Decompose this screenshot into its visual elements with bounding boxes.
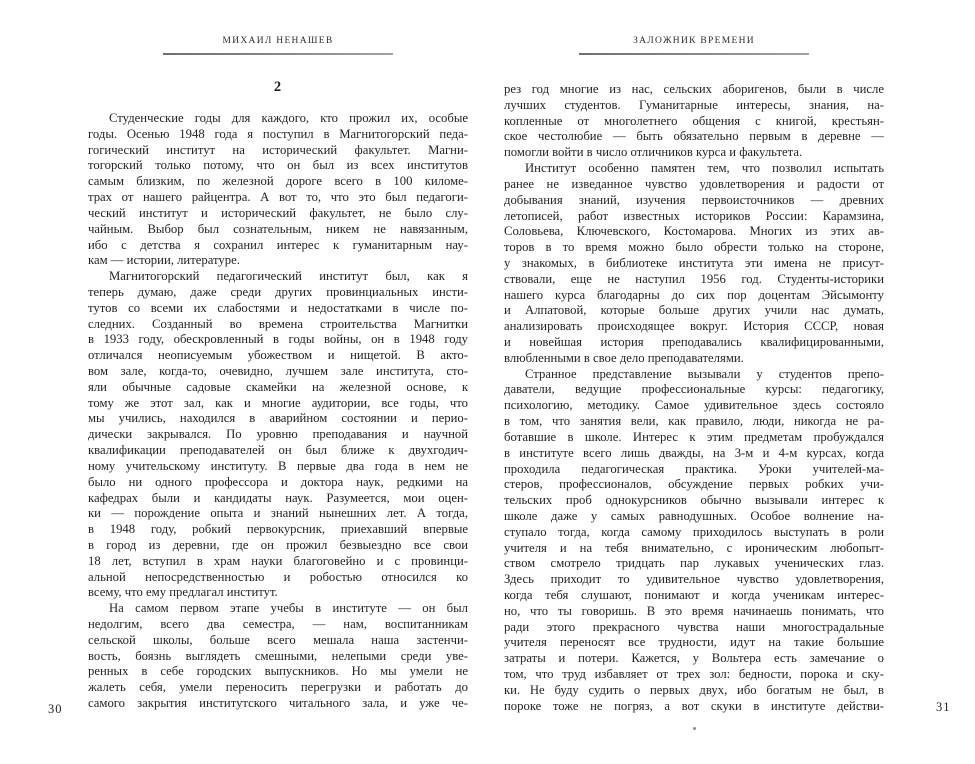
text-line: Студенческие годы для каждого, кто прожил их, особые [109, 111, 468, 125]
text-line: Институт особенно памятен тем, что позволил испытать [525, 161, 884, 176]
text-line: было ни одного профессора и доктора наук, редкими на [88, 474, 468, 489]
text-line: ному учительскому институту. В первые два года в нем не [88, 458, 468, 473]
text-line: но, что ты говоришь. В это время начинаешь понимать, что [504, 603, 884, 618]
text-line: копленные от многолетнего общения с книгой, крестьян- [504, 113, 884, 128]
header-rule [579, 53, 809, 55]
text-line: отличался неописуемым убожеством и нищетой. В акто- [88, 348, 468, 363]
text-line: помогли войти в число отличников курса и факультета. [504, 145, 803, 160]
text-line: квалификации преподавателей он был ближе к двухгодич- [88, 443, 468, 458]
text-line: анализировать происходящее вокруг. История СССР, новая [504, 319, 884, 334]
chapter-number: 2 [273, 79, 283, 95]
text-line: добывания знаний, изучения первоисточников — древних [504, 192, 884, 207]
right-page [504, 36, 884, 55]
text-line: На самом первом этапе учебы в институте — он был [109, 601, 468, 616]
text-line: и новейшая история преподавались квалифицированными, [504, 335, 884, 349]
left-page-text [88, 111, 468, 712]
text-line: ки. Не буду судить о первых двух, ибо богатым не был, в [504, 682, 884, 697]
text-line: следних. Созданный во времена строительства Магнитки [88, 316, 468, 331]
text-line: стеров, профессионалов, обсуждение первых робких учи- [504, 477, 884, 492]
text-line: самым близким, по железной дороге всего в 100 киломе- [88, 174, 468, 189]
text-line: тутов со всеми их слабостями и недостатками в числе по- [88, 300, 468, 315]
text-line: даватели, ведущие профессиональные курсы: педагогику, [504, 382, 884, 397]
text-line: ранее не изведанное чувство удовлетворения и радости от [504, 176, 884, 191]
text-line: ради этого прекрасного чувства наши многострадальные [504, 619, 884, 634]
text-line: тому же этот зал, как и многие аудитории, все годы, что [88, 395, 468, 410]
text-line: проходила педагогическая практика. Уроки учителей-ма- [504, 461, 884, 476]
text-line: альной непосредственностью и робостью относился ко [88, 569, 468, 584]
text-line: жалеть себя, умели переносить перегрузки и работать до [88, 680, 468, 695]
text-line: кам — истории, литературе. [88, 253, 240, 268]
text-line: и Алпатовой, которые больше других учили нас думать, [504, 303, 884, 318]
text-line: трах от нашего райцентра. А вот то, что это был педагоги- [88, 190, 468, 205]
text-line: ренных в себе городских выпускников. Но мы умели не [88, 664, 468, 679]
text-line: затраты и потери. Кажется, у Вольтера есть замечание о [504, 651, 884, 666]
text-line: Здесь приходит то удивительное чувство удовлетворения, [504, 572, 884, 587]
text-line: ствовали, еще не наступил 1956 год. Студенты-историки [504, 271, 884, 286]
text-line: ческий институт и исторический факультет, не было слу- [88, 205, 468, 220]
text-line: у знакомых, в библиотеке института эти имена не присут- [504, 255, 884, 270]
header-rule [163, 53, 393, 55]
text-line: ское честолюбие — быть обязательно первым в деревне — [504, 129, 884, 144]
text-line: пороке тоже не погряз, а вот скуки в институте действи- [504, 698, 884, 713]
text-line: тельских проб однокурсников обычно вызывали интерес к [504, 493, 884, 508]
text-line: в город из деревни, где он прожил безвыездно все свои [88, 537, 468, 552]
text-line: в 1948 году, робкий первокурсник, приехавший впервые [88, 522, 468, 537]
text-line: теперь думаю, даже среди других провинциальных инсти- [88, 284, 468, 299]
running-header-author: МИХАИЛ НЕНАШЕВ [222, 36, 334, 46]
text-line: вом зале, когда-то, очевидно, лучшем зале института, сто- [88, 364, 468, 378]
text-line: Странное представление вызывали у студентов препо- [525, 366, 884, 381]
text-line: Соловьева, Ключевского, Костомарова. Многих из этих ав- [504, 224, 884, 239]
text-line: лучших студентов. Гуманитарные интересы, знания, на- [504, 97, 884, 112]
right-page-text [504, 82, 884, 715]
text-line: рез год многие из нас, сельских аборигенов, были в числе [504, 82, 884, 96]
text-line: в институте всего лишь дважды, на 3-м и 4-м курсах, когда [504, 445, 884, 460]
text-line: Магнитогорский педагогический институт был, как я [109, 269, 468, 284]
text-line: ибо с детства я сохранил интерес к гуманитарным нау- [88, 237, 468, 252]
text-line: когда тебя слушают, понимают и когда ученикам интерес- [504, 588, 884, 602]
text-line: летописей, работ известных историков России: Карамзина, [504, 208, 884, 223]
running-header-title: ЗАЛОЖНИК ВРЕМЕНИ [633, 36, 755, 46]
text-line: всему, что ему предлагал институт. [88, 585, 278, 600]
text-line: том, что труд избавляет от трех зол: бедности, порока и ску- [504, 667, 884, 682]
text-line: годы. Осенью 1948 года я поступил в Магнитогорский педа- [88, 126, 468, 141]
text-line: ботавшие в школе. Интерес к этим предметам пробуждался [504, 429, 884, 444]
text-line: гогический институт на исторический факультет. Магни- [88, 142, 468, 157]
text-line: ством смотрело тридцать пар лукавых ученических глаз. [504, 556, 884, 571]
text-line: психологию, методику. Самое удивительное здесь состояло [504, 398, 884, 413]
text-line: учителя и на тебя внимательно, с ироническим любопыт- [504, 540, 884, 555]
text-line: кафедрах были и кандидаты наук. Разумеется, мои оцен- [88, 490, 468, 505]
text-line: 18 лет, вступил в храм науки благоговейно и с провинци- [88, 553, 468, 568]
text-line: вость, боязнь выглядеть смешными, нелепыми среди уве- [88, 648, 468, 663]
text-line: чайным. Выбор был сознательным, никем не навязанным, [88, 221, 468, 236]
scan-speck [693, 727, 696, 730]
text-line: ки — порождение опыта и знаний нынешних лет. А тогда, [88, 506, 468, 521]
text-line: сельской школы, больше всего мешала наша застенчи- [88, 632, 468, 647]
text-line: мы учились, находился в аварийном состоянии и перио- [88, 411, 468, 426]
text-line: торов в то время можно было обрести только на стороне, [504, 240, 884, 255]
page-number-right: 31 [936, 700, 951, 714]
text-line: ступало тогда, когда самому приходилось выступать в роли [504, 524, 884, 539]
text-line: дически закрывался. По уровню преподавания и научной [88, 427, 468, 442]
text-line: самого закрытия институтского читального зала, и уже че- [88, 696, 468, 711]
text-line: нашего курса благодарны до сих пор доцентам Эйсымонту [504, 287, 884, 302]
left-page [88, 36, 468, 96]
text-line: в том, что занятия вели, как правило, люди, никогда не ра- [504, 414, 884, 429]
text-line: в 1933 году, обескровленный в годы войны, он в 1948 году [88, 332, 468, 347]
text-line: яли обычные садовые скамейки на железной основе, к [88, 379, 468, 394]
text-line: тогорский только потому, что он был из всех институтов [88, 158, 468, 173]
text-line: учителя переносят все трудности, идут на такие большие [504, 635, 884, 650]
text-line: влюбленными в свое дело преподавателями. [504, 350, 744, 365]
text-line: школе даже у самых равнодушных. Особое волнение на- [504, 508, 884, 523]
page-number-left: 30 [48, 702, 63, 716]
text-line: недолгим, всего два семестра, — нам, воспитанникам [88, 617, 468, 631]
